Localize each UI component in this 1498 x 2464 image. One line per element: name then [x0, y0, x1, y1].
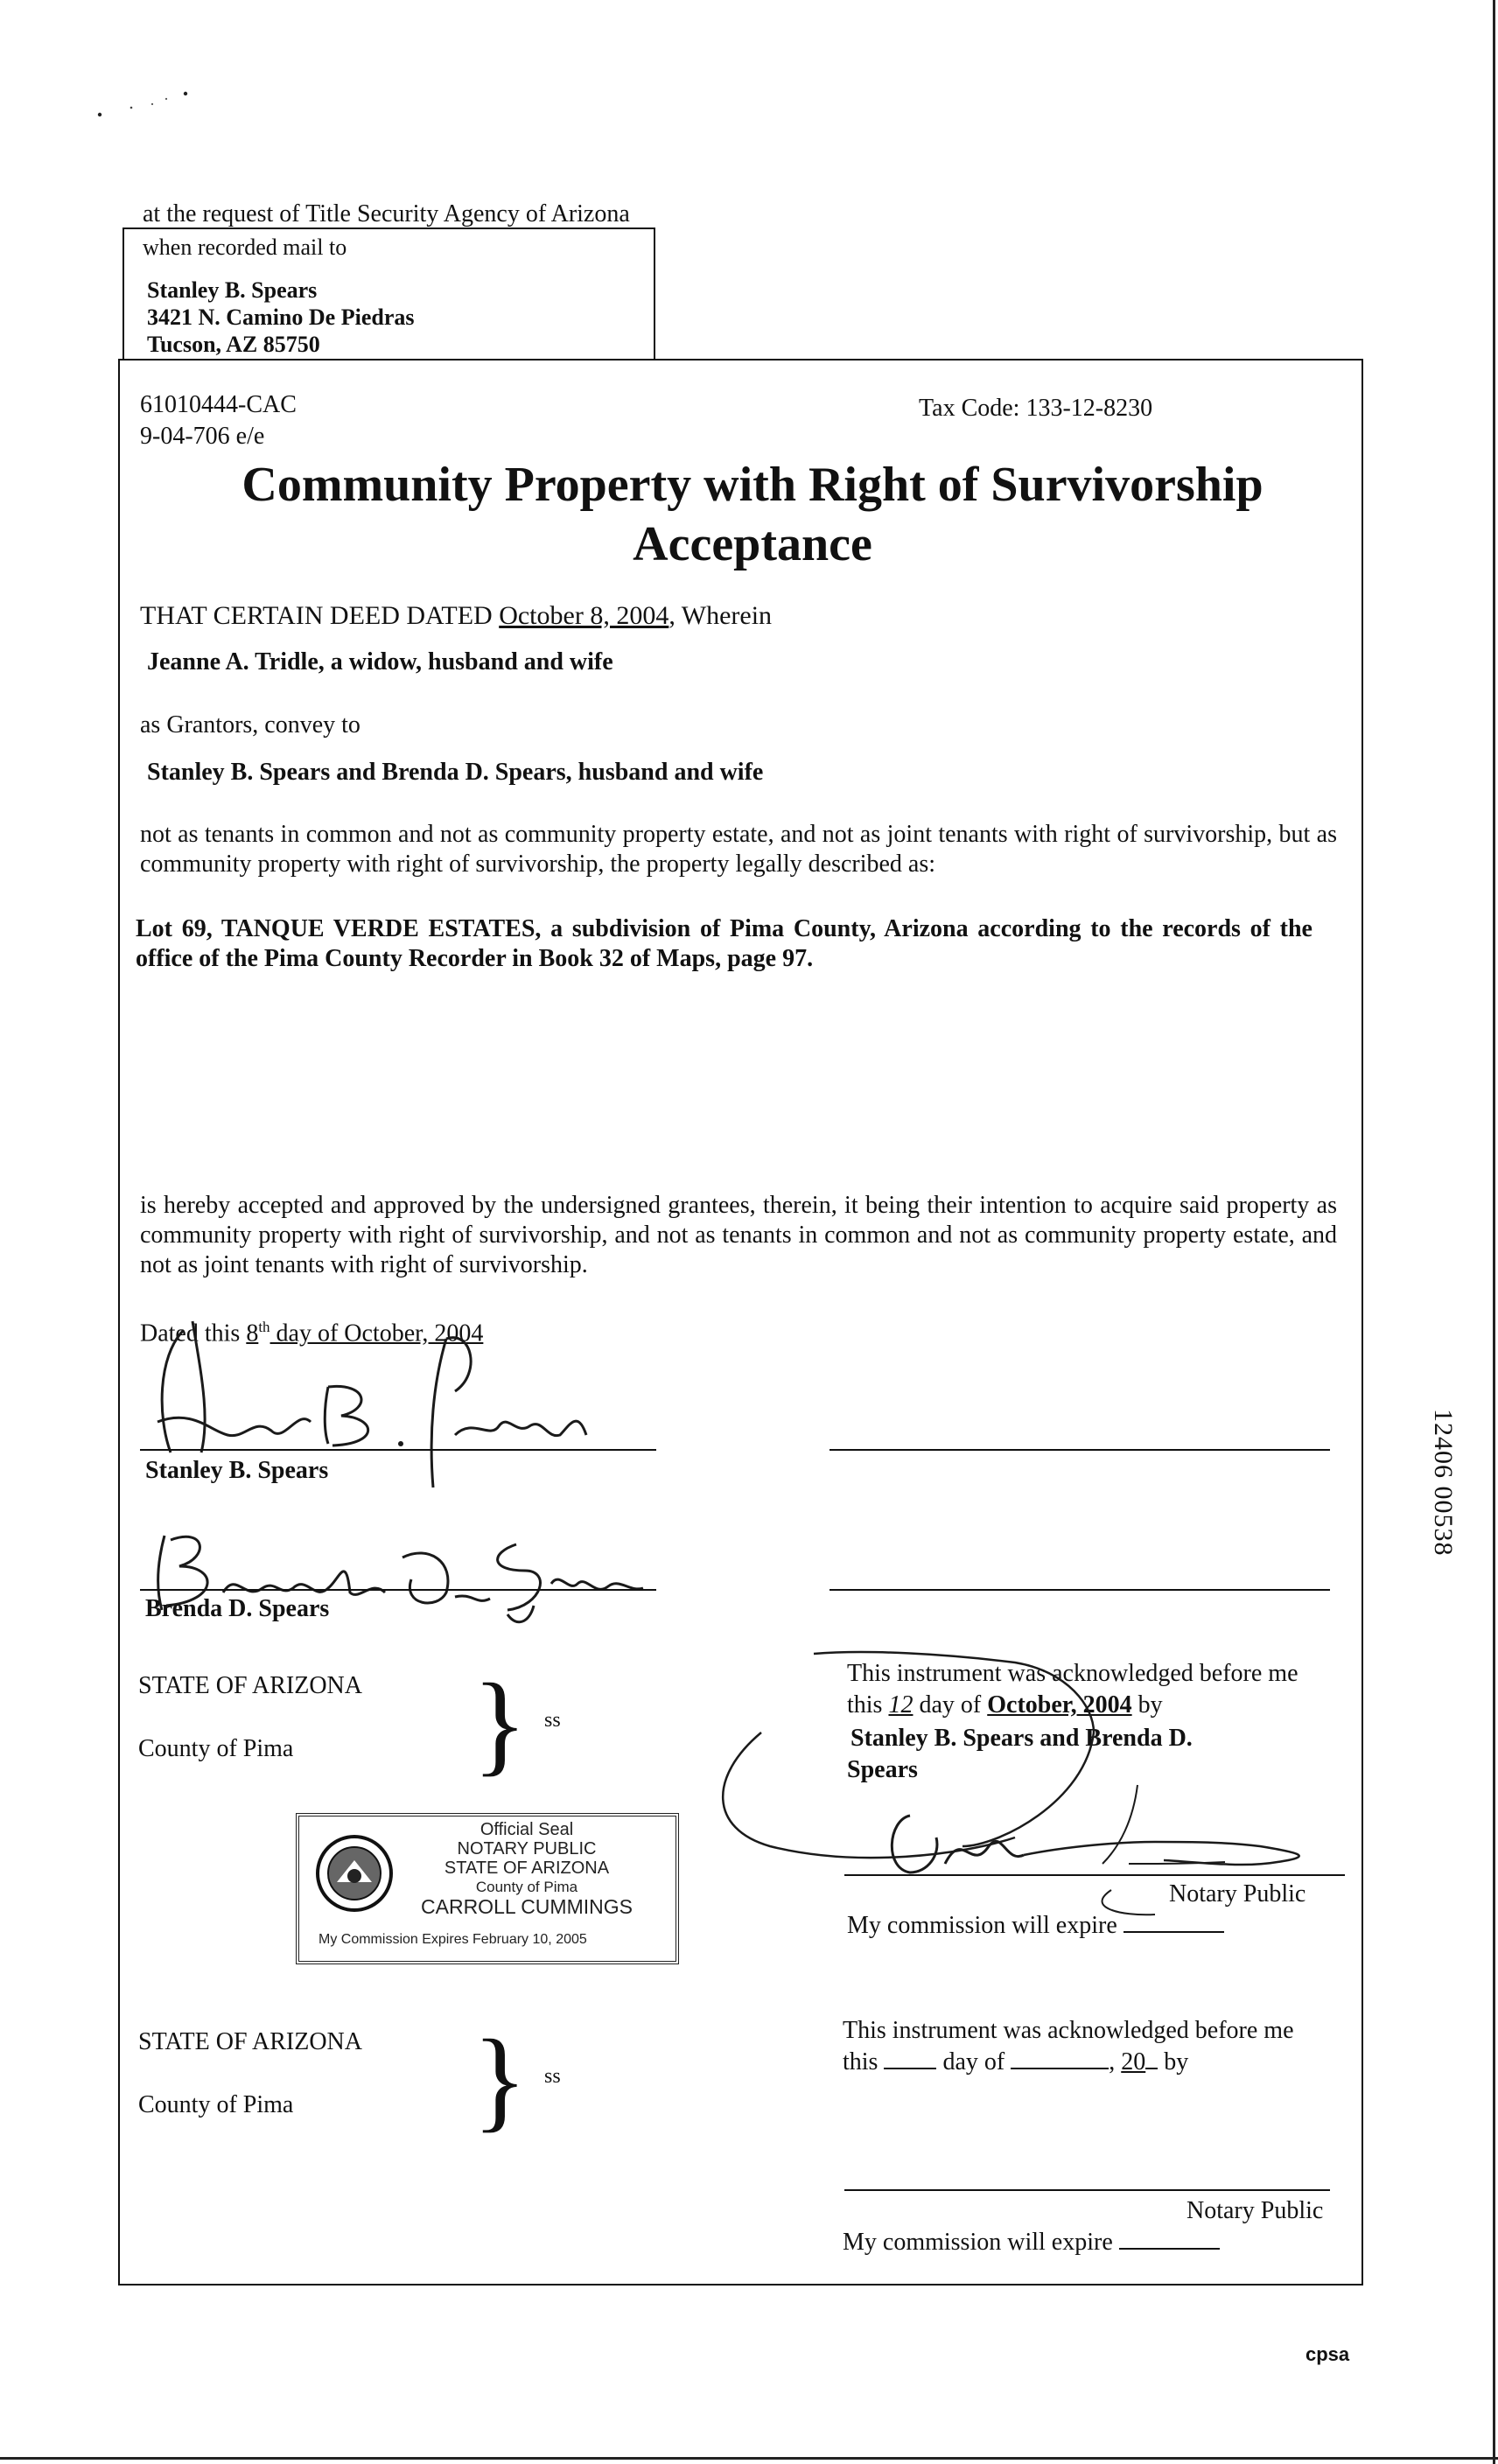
notary-seal — [296, 1813, 679, 1964]
notary1-by: by — [1138, 1691, 1163, 1718]
deed-wherein: , Wherein — [668, 601, 773, 630]
notary1-commission-blank — [1124, 1931, 1224, 1933]
mail-to-label: when recorded mail to — [143, 234, 347, 260]
grantors: Jeanne A. Tridle, a widow, husband and wife — [147, 648, 613, 676]
mail-to-street: 3421 N. Camino De Piedras — [147, 304, 415, 330]
file-code: 9-04-706 e/e — [140, 423, 265, 450]
notary2-by: by — [1164, 2048, 1189, 2076]
deed-intro-text: THAT CERTAIN DEED DATED — [140, 601, 500, 630]
dated-rest: day of October, 2004 — [270, 1320, 484, 1348]
notary1-names-2: Spears — [847, 1756, 918, 1783]
convey-text: as Grantors, convey to — [140, 711, 360, 738]
title-line-1: Community Property with Right of Survivorship — [242, 458, 1264, 512]
signature-line-right-1 — [830, 1449, 1330, 1451]
notary1-ss: ss — [544, 1709, 561, 1732]
notary1-signature-line — [844, 1874, 1345, 1876]
tenancy-paragraph: not as tenants in common and not as community property estate, and not as joint tenants with right of survivorship, but as community property with right of survivorship, the property legally described as: — [140, 821, 1337, 878]
notary2-county: County of Pima — [138, 2091, 294, 2118]
legal-description: Lot 69, TANQUE VERDE ESTATES, a subdivision of Pima County, Arizona according to the records of the office of the Pima County Recorder in Book 32 of Maps, page 97. — [136, 915, 1312, 972]
notary2-commission-blank — [1119, 2248, 1220, 2250]
notary1-text-line1: This instrument was acknowledged before me — [847, 1660, 1298, 1687]
notary1-names-1: Stanley B. Spears and Brenda D. — [850, 1725, 1193, 1752]
notary2-public: Notary Public — [1186, 2197, 1324, 2224]
tax-code: Tax Code: 133-12-8230 — [919, 395, 1153, 422]
mail-to-city: Tucson, AZ 85750 — [147, 332, 320, 357]
title-line-2: Acceptance — [633, 517, 872, 571]
notary2-day-blank — [884, 2068, 936, 2069]
seal-line-3: STATE OF ARIZONA — [444, 1858, 610, 1878]
header-rule — [118, 359, 652, 360]
deed-date: October 8, 2004 — [499, 601, 669, 630]
acceptance-paragraph: is hereby accepted and approved by the undersigned grantees, therein, it being their intention to acquire said property as community property with right of survivorship, and not as tenants in common and not as community property estate, and not as joint tenants with right of survivorship. — [140, 1192, 1337, 1278]
notary2-signature-line — [844, 2189, 1330, 2191]
signer-stanley: Stanley B. Spears — [145, 1457, 329, 1484]
scan-specks — [88, 83, 201, 127]
notary1-county: County of Pima — [138, 1735, 294, 1762]
seal-text — [396, 1820, 658, 1916]
signature-line-right-2 — [830, 1589, 1330, 1591]
notary2-commission-label: My commission will expire — [843, 2229, 1113, 2256]
dated-day-suffix: th — [258, 1319, 270, 1335]
signer-brenda: Brenda D. Spears — [145, 1595, 330, 1622]
grantees: Stanley B. Spears and Brenda D. Spears, husband and wife — [147, 759, 764, 786]
notary2-commission — [843, 2228, 1220, 2258]
recorder-stamp: 12406 00538 — [1429, 1409, 1458, 1557]
notary2-this: this — [843, 2048, 878, 2076]
notary2-state: STATE OF ARIZONA — [138, 2028, 362, 2055]
seal-line-4: County of Pima — [475, 1879, 578, 1895]
notary2-year-blank — [1145, 2068, 1158, 2069]
notary2-ss: ss — [544, 2065, 561, 2088]
seal-line-6: My Commission Expires February 10, 2005 — [318, 1932, 587, 1947]
signature-line-brenda — [140, 1589, 656, 1591]
order-number: 61010444-CAC — [140, 391, 297, 418]
notary1-brace: } — [472, 1661, 528, 1787]
mail-to-name: Stanley B. Spears — [147, 277, 318, 303]
scan-edge-bottom — [0, 2457, 1498, 2460]
notary1-state: STATE OF ARIZONA — [138, 1672, 362, 1699]
seal-line-5: CARROLL CUMMINGS — [421, 1895, 633, 1918]
notary2-date-line: this day of , 20 by — [843, 2048, 1189, 2076]
notary2-text-line1: This instrument was acknowledged before me — [843, 2017, 1294, 2044]
notary1-this: this — [847, 1691, 883, 1718]
dated-prefix: Dated this — [140, 1320, 247, 1348]
scan-edge-right — [1493, 0, 1495, 2464]
footer-code: cpsa — [1306, 2343, 1350, 2365]
mail-to-box — [122, 228, 655, 360]
notary1-public: Notary Public — [1169, 1880, 1306, 1908]
notary2-year: 20 — [1121, 2048, 1146, 2076]
dated-day: 8 — [246, 1320, 259, 1348]
recording-request: at the request of Title Security Agency of Arizona — [143, 200, 630, 228]
notary1-commission-label: My commission will expire — [847, 1912, 1117, 1939]
deed-intro — [140, 600, 772, 632]
notary1-day: 12 — [888, 1691, 914, 1718]
notary2-brace: } — [472, 2017, 528, 2143]
seal-line-2: NOTARY PUBLIC — [457, 1839, 597, 1858]
notary1-day-of: day of — [919, 1691, 982, 1718]
notary2-day-of: day of — [942, 2048, 1005, 2076]
notary1-commission — [847, 1911, 1224, 1941]
document-title — [118, 455, 1387, 574]
notary1-month-year: October, 2004 — [987, 1691, 1132, 1718]
notary2-month-blank — [1011, 2068, 1109, 2069]
signature-line-stanley — [140, 1449, 656, 1451]
state-seal-emblem — [315, 1834, 394, 1913]
seal-line-1: Official Seal — [480, 1820, 574, 1839]
